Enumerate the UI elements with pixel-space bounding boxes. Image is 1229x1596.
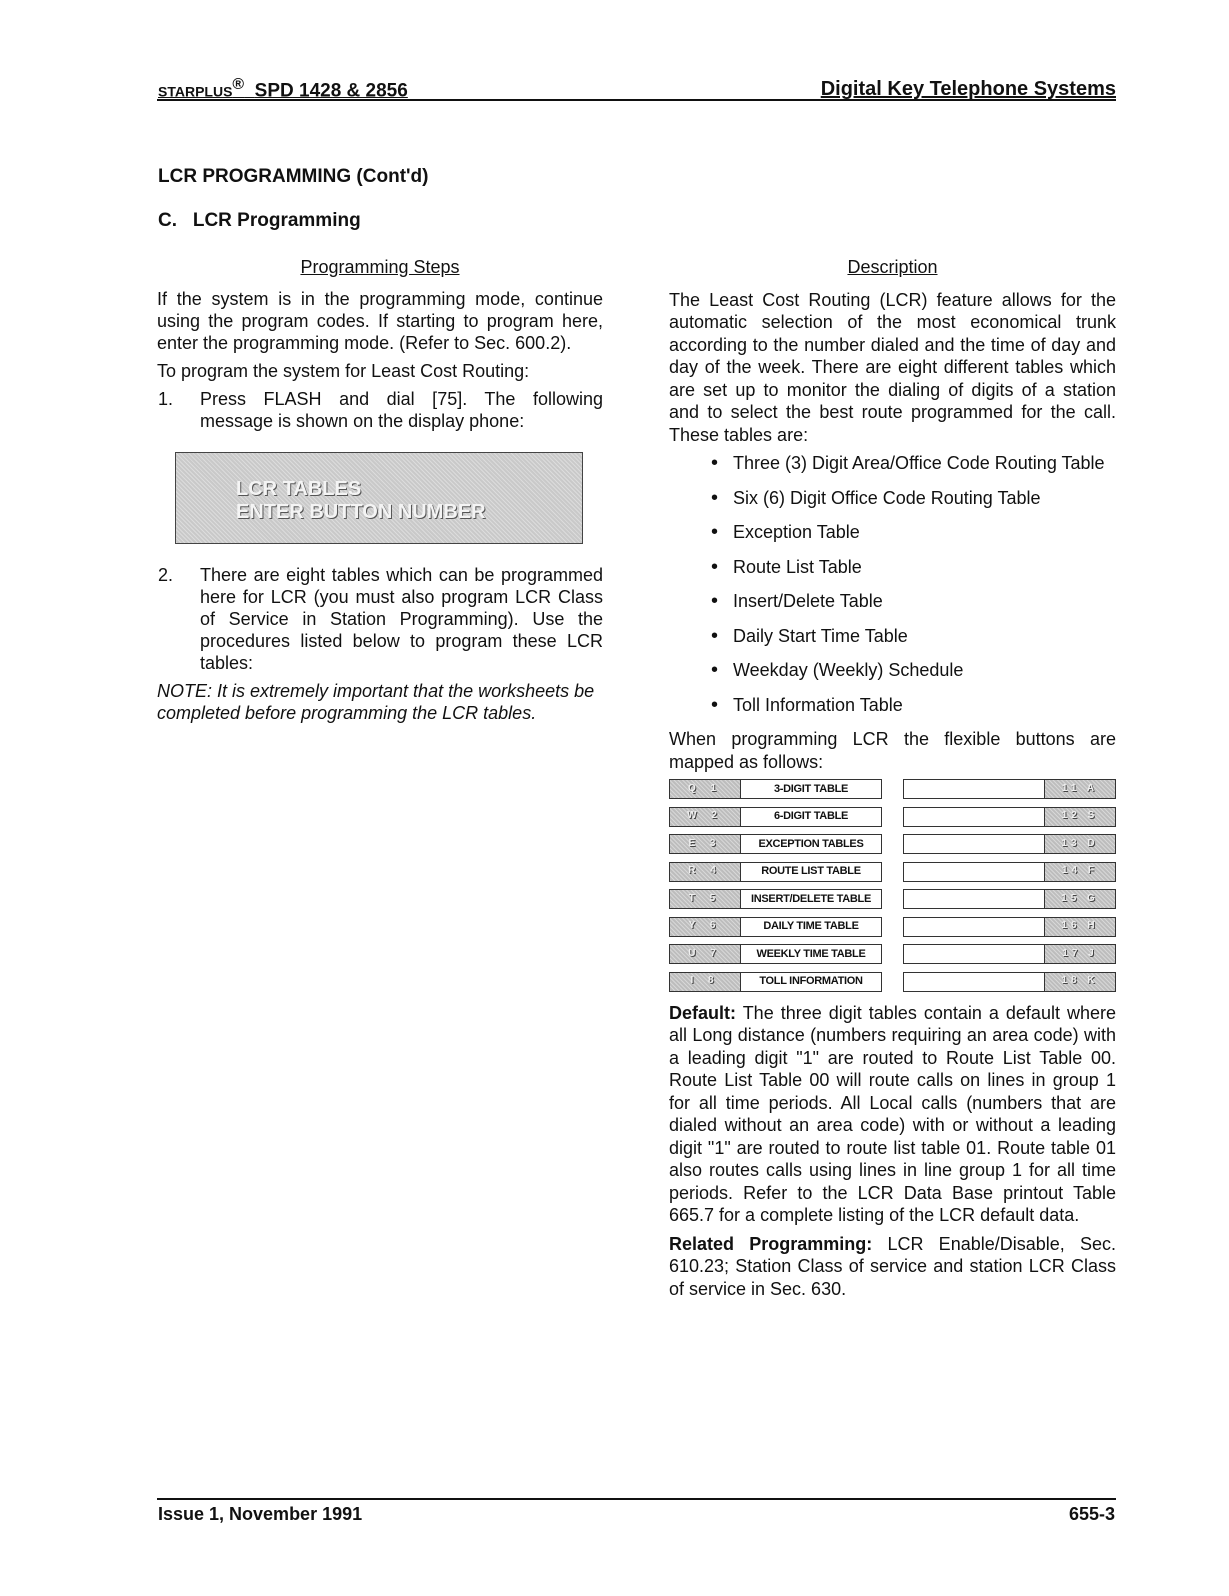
step-2 (157, 564, 603, 674)
header-rule (157, 99, 1116, 101)
flex-button-key: E 3 (669, 834, 741, 854)
button-row (669, 944, 1116, 964)
blank-label (903, 807, 1044, 827)
display-phone-screen (175, 452, 583, 544)
note-paragraph: NOTE: It is extremely important that the worksheets be completed before programming the LCR tables. (157, 681, 595, 723)
list-item: • Insert/Delete Table (711, 590, 1116, 613)
programming-steps-column (157, 256, 603, 730)
brand-name: STARPLUS (158, 83, 233, 100)
left-button-group (669, 779, 882, 799)
button-row (669, 779, 1116, 799)
left-button-group (669, 834, 882, 854)
flex-button-key: Q 1 (669, 779, 741, 799)
flex-button-label: WEEKLY TIME TABLE (741, 944, 882, 964)
left-button-group (669, 862, 882, 882)
description-heading: Description (847, 257, 938, 277)
display-line-2: ENTER BUTTON NUMBER (236, 501, 486, 523)
list-item: • Daily Start Time Table (711, 625, 1116, 648)
list-item: • Toll Information Table (711, 694, 1116, 717)
default-label: Default: (669, 1002, 736, 1023)
model-name: SPD 1428 & 2856 (254, 80, 408, 102)
step-2-text: There are eight tables which can be programmed here for LCR (you must also program LCR Class of Service in Station Programming). Use the procedures listed below to program these LCR tables: (200, 565, 603, 673)
blank-label (903, 917, 1044, 937)
left-button-group (669, 917, 882, 937)
registered-mark: ® (232, 76, 245, 93)
subsection-title: C. LCR Programming (158, 210, 361, 231)
flex-button-key: 12 S (1044, 807, 1116, 827)
flex-button-label: 6-DIGIT TABLE (741, 807, 882, 827)
section-title: LCR PROGRAMMING (Cont'd) (158, 166, 429, 187)
programming-steps-heading: Programming Steps (300, 257, 460, 277)
list-item: • Three (3) Digit Area/Office Code Routing Table (711, 452, 1116, 475)
step-2-number: 2. (158, 565, 174, 585)
left-button-group (669, 972, 882, 992)
description-intro: The Least Cost Routing (LCR) feature allows for the automatic selection of the most economical trunk according to the number dialed and the time of day and day of the week. There are eight different tables which are set up to monitor the dialing of digits of a station and to select the best route programmed for the call. These tables are: (669, 289, 1116, 445)
flex-button-key: R 4 (669, 862, 741, 882)
flex-button-key: 14 F (1044, 862, 1116, 882)
list-item: • Weekday (Weekly) Schedule (711, 659, 1116, 682)
list-item: • Route List Table (711, 556, 1116, 579)
flex-button-key: 13 D (1044, 834, 1116, 854)
left-button-group (669, 944, 882, 964)
right-button-group (903, 889, 1116, 909)
button-row (669, 862, 1116, 882)
description-column (669, 256, 1116, 1306)
lead-paragraph: To program the system for Least Cost Routing: (157, 361, 530, 381)
tables-list (669, 452, 1116, 716)
button-row (669, 972, 1116, 992)
blank-label (903, 889, 1044, 909)
header-right: Digital Key Telephone Systems (820, 78, 1116, 100)
step-1 (157, 388, 603, 432)
flex-button-key: 17 J (1044, 944, 1116, 964)
blank-label (903, 779, 1044, 799)
flex-button-key: 16 H (1044, 917, 1116, 937)
right-button-group (903, 807, 1116, 827)
flex-button-label: 3-DIGIT TABLE (741, 779, 882, 799)
flex-button-label: DAILY TIME TABLE (741, 917, 882, 937)
button-map (669, 779, 1116, 992)
button-row (669, 889, 1116, 909)
display-line-1: LCR TABLES (236, 478, 362, 500)
flex-button-key: T 5 (669, 889, 741, 909)
right-button-group (903, 779, 1116, 799)
related-programming-paragraph (669, 1233, 1116, 1301)
button-row (669, 807, 1116, 827)
footer-page-number: 655-3 (1068, 1504, 1115, 1524)
list-item: • Exception Table (711, 521, 1116, 544)
flex-button-key: Y 6 (669, 917, 741, 937)
left-button-group (669, 889, 882, 909)
right-button-group (903, 834, 1116, 854)
right-button-group (903, 972, 1116, 992)
flex-button-key: 18 K (1044, 972, 1116, 992)
flex-button-key: I 8 (669, 972, 741, 992)
mapping-intro: When programming LCR the flexible buttons are mapped as follows: (669, 729, 1116, 772)
footer-issue: Issue 1, November 1991 (158, 1504, 363, 1524)
right-button-group (903, 944, 1116, 964)
related-text: LCR Enable/Disable, Sec. 610.23; Station Class of service and station LCR Class of service in Sec. 630. (669, 1233, 1116, 1299)
flex-button-label: INSERT/DELETE TABLE (741, 889, 882, 909)
default-paragraph (669, 1002, 1116, 1227)
blank-label (903, 972, 1044, 992)
flex-button-label: ROUTE LIST TABLE (741, 862, 882, 882)
blank-label (903, 944, 1044, 964)
flex-button-label: TOLL INFORMATION (741, 972, 882, 992)
list-item: • Six (6) Digit Office Code Routing Table (711, 487, 1116, 510)
step-1-text: Press FLASH and dial [75]. The following message is shown on the display phone: (200, 389, 603, 431)
step-1-number: 1. (158, 389, 174, 409)
flex-button-key: 11 A (1044, 779, 1116, 799)
right-button-group (903, 917, 1116, 937)
blank-label (903, 834, 1044, 854)
button-row (669, 917, 1116, 937)
right-button-group (903, 862, 1116, 882)
related-label: Related Programming: (669, 1233, 873, 1254)
intro-paragraph: If the system is in the programming mode, continue using the program codes. If starting to program here, enter the programming mode. (Refer to Sec. 600.2). (157, 289, 603, 353)
button-row (669, 834, 1116, 854)
blank-label (903, 862, 1044, 882)
flex-button-key: W 2 (669, 807, 741, 827)
flex-button-label: EXCEPTION TABLES (741, 834, 882, 854)
left-button-group (669, 807, 882, 827)
flex-button-key: U 7 (669, 944, 741, 964)
footer-rule (157, 1498, 1116, 1500)
flex-button-key: 15 G (1044, 889, 1116, 909)
default-text: The three digit tables contain a default where all Long distance (numbers requiring an area code) with a leading digit "1" are routed to Route List Table 00. Route List Table 00 will route calls on lines in group 1 for all time periods. All Local calls (numbers that are dialed without an area code) with or without a leading digit "1" are routed to route list table 01. Route table 01 also routes calls using lines in line group 1 for all time periods. Refer to the LCR Data Base printout Table 665.7 for a complete listing of the LCR default data. (669, 1002, 1116, 1225)
